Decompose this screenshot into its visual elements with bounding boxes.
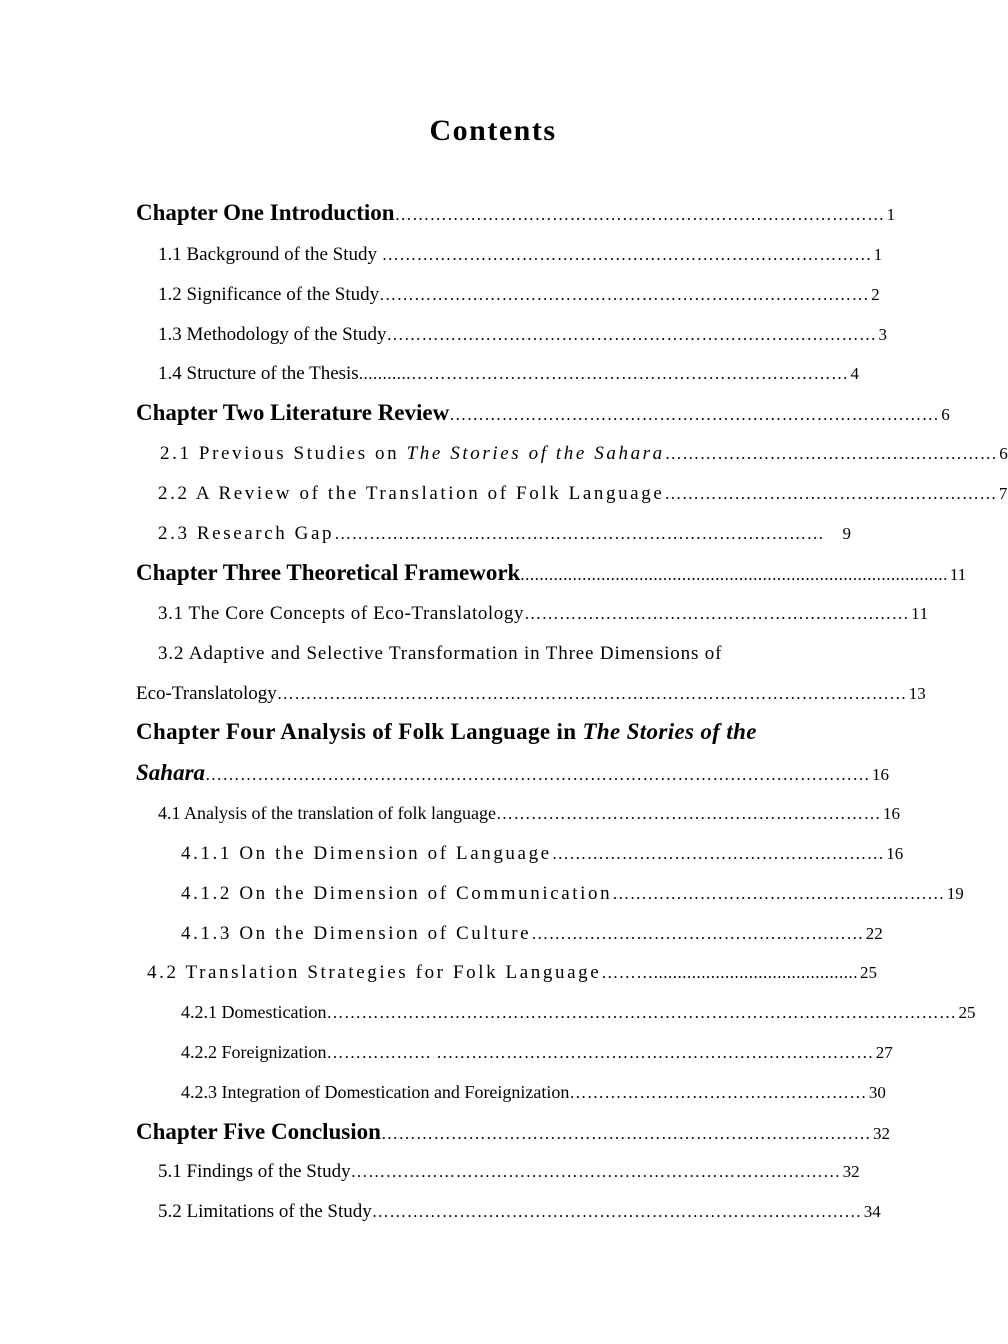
toc-entry-label: 4.1.2 On the Dimension of Communication [181,883,613,904]
page-number: 6 [999,444,1008,463]
dot-leader: ……………………………………………………………………………………………… [276,684,907,703]
toc-entry-2-2[interactable] [158,483,1008,517]
page-number: 16 [886,844,904,863]
toc-entry-4-1-3[interactable] [181,923,883,957]
page-number: 32 [842,1162,860,1181]
dot-leader: ………………………………………………… [531,924,864,943]
page-number: 11 [949,565,967,584]
toc-entry-5-1[interactable] [158,1161,860,1195]
page-number: 9 [842,524,851,543]
toc-entry-label: 5.2 Limitations of the Study [158,1201,372,1222]
page-number: 3 [878,325,888,344]
page-number: 25 [860,963,877,982]
page-number: 1 [873,245,883,264]
page-number: 1 [886,205,896,224]
toc-entry-2-1[interactable] [160,443,1008,477]
toc-entry-1-1[interactable] [158,244,883,278]
toc-entry-label: 1.2 Significance of the Study [158,284,380,305]
toc-entry-label: 4.2.3 Integration of Domestication and Foreignization [181,1082,570,1102]
dot-leader: ………........................................... [601,963,858,982]
dot-leader: …………………………………………… [569,1083,867,1102]
toc-entry-label: Chapter Four Analysis of Folk Language in [136,719,583,744]
dot-leader: ………………………………………………………………………… [350,1162,841,1181]
toc-entry-label: Chapter Five Conclusion [136,1119,381,1144]
toc-entry-4-2-3[interactable] [181,1082,886,1116]
toc-entry-4-2-1[interactable] [181,1002,976,1036]
toc-entry-chapter-four-line1[interactable] [136,719,851,745]
toc-entry-label: 5.1 Findings of the Study [158,1161,351,1182]
toc-entry-label: 1.4 Structure of the Thesis [158,363,359,384]
toc-entry-label: 4.1 Analysis of the translation of folk language [158,803,496,823]
toc-entry-italic-title: Sahara [136,760,206,785]
toc-entry-label: 2.1 Previous Studies on [160,443,407,464]
dot-leader: ………………………………………………………………………… [371,1202,862,1221]
dot-leader: .......................................................................................... [520,565,948,584]
page-number: 6 [941,405,950,424]
page-number: 25 [958,1003,976,1022]
toc-entry-1-2[interactable] [158,284,880,318]
toc-entry-4-2[interactable] [147,962,877,996]
toc-entry-4-1-2[interactable] [181,883,964,917]
dot-leader: ………………………………………………… [664,484,997,503]
page-number: 19 [946,884,964,903]
dot-leader: …………………………………………………………………………………………………… [205,765,871,784]
toc-entry-label: 2.2 A Review of the Translation of Folk Language [158,483,665,504]
toc-entry-italic-title: The Stories of the Sahara [406,443,665,464]
toc-entry-chapter-five[interactable] [136,1119,890,1153]
dot-leader: ...........………………………………………………………………… [358,364,849,383]
toc-entry-label: 3.1 The Core Concepts of Eco-Translatology [158,603,525,624]
toc-entry-label: 4.2.2 Foreignization [181,1042,327,1062]
toc-entry-3-2-line1[interactable]: 3.2 Adaptive and Selective Transformation in Three Dimensions of [158,643,723,664]
page-number: 13 [908,684,926,703]
toc-entry-4-1-1[interactable] [181,843,904,877]
toc-entry-label: 1.1 Background of the Study [158,244,378,265]
dot-leader: ………………………………………………… [664,444,998,463]
toc-entry-chapter-two[interactable] [136,400,950,434]
toc-entry-4-2-2[interactable] [181,1042,893,1076]
toc-entry-label: 4.1.3 On the Dimension of Culture [181,923,532,944]
dot-leader: ……………………………………………………………………………………………… [326,1003,957,1022]
toc-entry-label: 2.3 Research Gap [158,523,335,544]
toc-entry-label: 4.1.1 On the Dimension of Language [181,843,552,864]
toc-entry-chapter-four-line2[interactable] [136,760,890,794]
page-number: 22 [865,924,883,943]
dot-leader: ………………………………………………… [551,844,885,863]
toc-entry-label: Chapter One Introduction [136,200,395,225]
toc-entry-2-3[interactable] [158,523,851,557]
dot-leader: ………………………………………………………………………… [386,325,877,344]
dot-leader: ………………………………………………………… [495,804,881,823]
page-number: 7 [998,484,1008,503]
dot-leader: ………………………………………………………… [524,604,910,623]
toc-entry-1-3[interactable] [158,324,888,358]
toc-entry-chapter-three[interactable] [136,560,967,594]
page-number: 16 [872,765,890,784]
dot-leader: ………………………………………………………………………… [394,205,885,224]
dot-leader: ………………………………………………………………………… [334,524,825,543]
page-number: 2 [871,285,880,304]
dot-leader: ………………………………………………………………………… [449,405,940,424]
dot-leader: ………………………………………………………………………… [380,1124,871,1143]
dot-leader: ………………………………………………………………………… [379,285,870,304]
toc-entry-label: 1.3 Methodology of the Study [158,324,387,345]
toc-entry-label: Chapter Two Literature Review [136,400,450,425]
toc-entry-1-4[interactable] [158,363,859,397]
page-title: Contents [429,114,557,147]
page-number: 30 [868,1083,886,1102]
toc-entry-4-1[interactable] [158,803,900,837]
toc-entry-label: Eco-Translatology [136,683,277,704]
dot-leader: ………………………………………………… [612,884,945,903]
toc-entry-3-2-line2[interactable] [136,683,926,717]
page-number: 11 [911,604,929,623]
page-number: 27 [875,1043,893,1062]
toc-entry-label: 4.2 Translation Strategies for Folk Language [147,962,602,983]
toc-entry-3-1[interactable] [158,603,929,637]
page-number: 4 [850,364,859,383]
page-number: 34 [863,1202,881,1221]
dot-leader: ……………… ………………………………………………………………… [326,1043,874,1062]
toc-entry-label: Chapter Three Theoretical Framework [136,560,521,585]
toc-entry-chapter-one[interactable] [136,200,896,234]
toc-entry-label: 4.2.1 Domestication [181,1002,327,1022]
page-number: 32 [872,1124,890,1143]
dot-leader: ………………………………………………………………………… [377,245,872,264]
page-number: 16 [882,804,900,823]
toc-entry-italic-title: The Stories of the [582,719,757,744]
toc-entry-5-2[interactable] [158,1201,881,1235]
